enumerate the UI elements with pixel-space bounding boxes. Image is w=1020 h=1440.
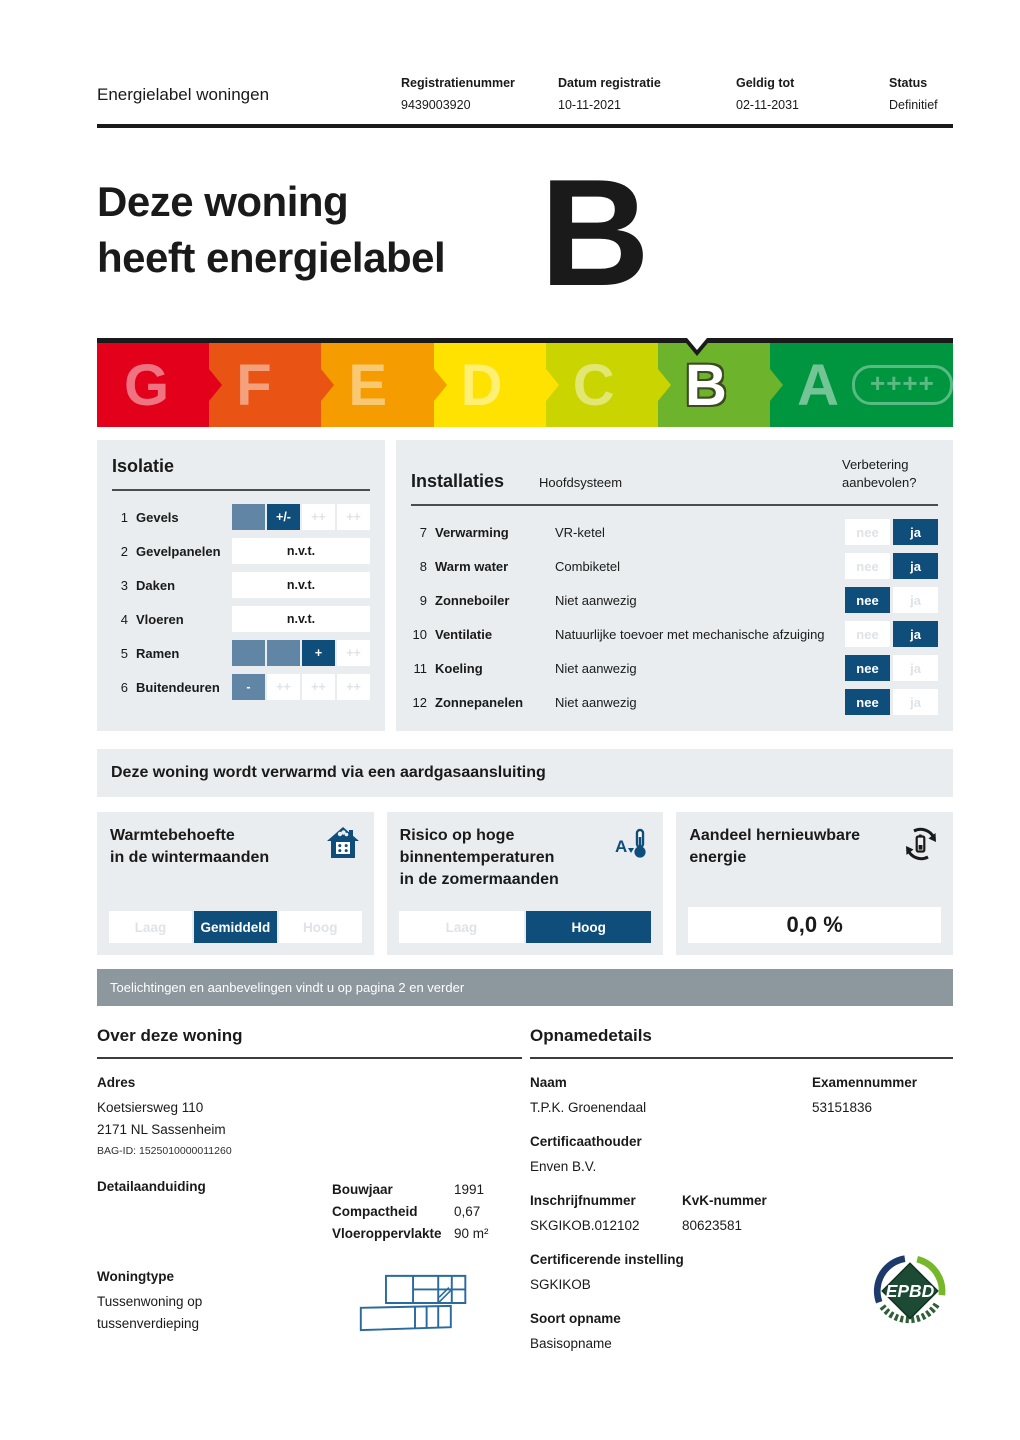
isolatie-row-label: Ramen bbox=[136, 645, 180, 661]
hoofdsysteem-value: Niet aanwezig bbox=[555, 694, 637, 710]
heating-notice: Deze woning wordt verwarmd via een aardgasaansluiting bbox=[97, 749, 953, 797]
recommend-nee-button: nee bbox=[845, 587, 890, 613]
certificaathouder-value: Enven B.V. bbox=[530, 1159, 597, 1174]
isolatie-row-label: Daken bbox=[136, 577, 176, 593]
header-field bbox=[401, 76, 558, 112]
header-field bbox=[736, 76, 889, 112]
header-fields bbox=[401, 76, 953, 112]
over-deze-woning bbox=[97, 1026, 522, 1370]
rating-cells bbox=[232, 538, 370, 564]
renewable-share-value: 0,0 % bbox=[688, 907, 941, 943]
row-number: 5 bbox=[120, 645, 128, 661]
isolatie-row bbox=[112, 572, 370, 598]
hoofdsysteem-value: Natuurlijke toevoer met mechanische afzuiging bbox=[555, 626, 825, 642]
segment-letter-b: B bbox=[684, 352, 727, 418]
recommend-nee-button: nee bbox=[845, 553, 890, 579]
installaties-row-label: Ventilatie bbox=[435, 626, 493, 642]
rating-cell: ++ bbox=[337, 504, 370, 530]
naam-examen-row bbox=[530, 1075, 953, 1119]
svg-text:EPBD: EPBD bbox=[885, 1281, 935, 1302]
isolatie-row-label: Gevels bbox=[136, 509, 179, 525]
segment-letter-c: C bbox=[572, 352, 615, 418]
spec-value: 0,67 bbox=[454, 1204, 481, 1219]
summary-boxes bbox=[97, 812, 953, 955]
row-number: 11 bbox=[413, 660, 427, 676]
segment-chevron-icon bbox=[434, 369, 447, 401]
risico-box bbox=[387, 812, 664, 955]
header-field bbox=[558, 76, 736, 112]
header-field-value: 10-11-2021 bbox=[558, 98, 622, 112]
recommend-buttons bbox=[845, 689, 938, 715]
segment-chevron-icon bbox=[658, 369, 671, 401]
option-gemiddeld: Gemiddeld bbox=[194, 911, 277, 943]
notch-pointer-inner bbox=[687, 338, 707, 350]
examennummer-field: Examennummer 53151836 bbox=[812, 1075, 953, 1119]
svg-text:A: A bbox=[615, 837, 628, 856]
row-number: 7 bbox=[419, 524, 427, 540]
rating-cell: ++ bbox=[337, 640, 370, 666]
hero-heading bbox=[97, 174, 540, 296]
recommend-buttons bbox=[845, 587, 938, 613]
hoofdsysteem-value: Niet aanwezig bbox=[555, 660, 637, 676]
soort-opname-value: Basisopname bbox=[530, 1336, 612, 1351]
option-hoog: Hoog bbox=[279, 911, 362, 943]
spec-row bbox=[332, 1223, 522, 1245]
opnamedetails-title: Opnamedetails bbox=[530, 1026, 652, 1045]
instelling-value: SGKIKOB bbox=[530, 1277, 591, 1292]
energy-segment-e bbox=[321, 343, 433, 427]
spec-value: 90 m² bbox=[454, 1226, 489, 1241]
divider bbox=[112, 489, 370, 491]
recommend-buttons bbox=[845, 553, 938, 579]
recommend-ja-button: ja bbox=[893, 655, 938, 681]
bag-id: BAG-ID: 1525010000011260 bbox=[97, 1145, 232, 1157]
segment-letter-e: E bbox=[348, 352, 388, 418]
examennummer-value: 53151836 bbox=[812, 1100, 873, 1115]
hernieuwbare-energie-box bbox=[676, 812, 953, 955]
recommend-nee-button: nee bbox=[845, 621, 890, 647]
header-field-label: Geldig tot bbox=[736, 76, 795, 90]
isolatie-row bbox=[112, 538, 370, 564]
woning-specs bbox=[332, 1179, 522, 1245]
isolatie-row bbox=[112, 606, 370, 632]
rating-cell: n.v.t. bbox=[232, 572, 370, 598]
spec-value: 1991 bbox=[454, 1182, 485, 1197]
spec-label: Bouwjaar bbox=[332, 1182, 393, 1197]
isolatie-row bbox=[112, 674, 370, 700]
adres-city: 2171 NL Sassenheim bbox=[97, 1122, 226, 1137]
rating-cell bbox=[267, 640, 300, 666]
isolatie-title: Isolatie bbox=[112, 456, 175, 476]
naam-value: T.P.K. Groenendaal bbox=[530, 1100, 647, 1115]
woningtype-label: Woningtype bbox=[97, 1269, 174, 1284]
document-header bbox=[97, 76, 953, 128]
installaties-row bbox=[411, 621, 938, 647]
isolatie-row-label: Gevelpanelen bbox=[136, 543, 221, 559]
warmtebehoefte-selector bbox=[109, 911, 362, 943]
a-plus-plus-badge: ++++ bbox=[852, 365, 953, 405]
option-laag: Laag bbox=[109, 911, 192, 943]
installaties-rows bbox=[411, 519, 938, 715]
rating-cell: +/- bbox=[267, 504, 300, 530]
installaties-row bbox=[411, 553, 938, 579]
renewable-energy-icon bbox=[902, 825, 940, 863]
hoofdsysteem-value: Niet aanwezig bbox=[555, 592, 637, 608]
kvk-value: 80623581 bbox=[682, 1218, 743, 1233]
rating-cells bbox=[232, 674, 370, 700]
inschrijf-kvk-row bbox=[530, 1193, 953, 1237]
header-field-value: 02-11-2031 bbox=[736, 98, 800, 112]
segment-letter-g: G bbox=[124, 352, 170, 418]
house-icon bbox=[325, 825, 361, 861]
warmtebehoefte-title: Warmtebehoefte in de wintermaanden bbox=[110, 827, 270, 866]
recommend-nee-button: nee bbox=[845, 655, 890, 681]
spec-label: Compactheid bbox=[332, 1204, 418, 1219]
installaties-row-label: Zonnepanelen bbox=[435, 694, 524, 710]
row-number: 4 bbox=[120, 611, 128, 627]
energy-segment-f bbox=[209, 343, 321, 427]
installaties-row bbox=[411, 689, 938, 715]
rating-cell bbox=[232, 504, 265, 530]
segment-chevron-icon bbox=[770, 369, 783, 401]
row-number: 3 bbox=[120, 577, 128, 593]
energy-label-letter: B bbox=[540, 148, 650, 318]
row-number: 12 bbox=[412, 694, 427, 710]
woningtype-row bbox=[97, 1269, 522, 1335]
hoofdsysteem-label: Hoofdsysteem bbox=[539, 475, 623, 490]
spec-label: Vloeroppervlakte bbox=[332, 1226, 442, 1241]
page-note-bar: Toelichtingen en aanbevelingen vindt u op pagina 2 en verder bbox=[97, 969, 953, 1006]
installaties-header bbox=[411, 456, 938, 492]
segment-letter-a: A bbox=[797, 352, 840, 418]
woningtype-line-2: tussenverdieping bbox=[97, 1316, 200, 1331]
inschrijfnummer-field: Inschrijfnummer SKGIKOB.012102 bbox=[530, 1193, 682, 1237]
energy-segment-b bbox=[658, 343, 770, 427]
header-field-label: Registratienummer bbox=[401, 76, 515, 90]
recommend-nee-button: nee bbox=[845, 519, 890, 545]
row-number: 10 bbox=[412, 626, 427, 642]
recommend-buttons bbox=[845, 519, 938, 545]
rating-cell: ++ bbox=[267, 674, 300, 700]
hoofdsysteem-value: Combiketel bbox=[555, 558, 621, 574]
recommend-nee-button: nee bbox=[845, 689, 890, 715]
rating-cell bbox=[232, 640, 265, 666]
recommend-ja-button: ja bbox=[893, 553, 938, 579]
header-field-label: Datum registratie bbox=[558, 76, 661, 90]
adres-street: Koetsiersweg 110 bbox=[97, 1100, 204, 1115]
rating-cells bbox=[232, 640, 370, 666]
rating-cell: ++ bbox=[302, 674, 335, 700]
divider bbox=[530, 1057, 953, 1059]
rating-cell: ++ bbox=[302, 504, 335, 530]
document-title: Energielabel woningen bbox=[97, 85, 270, 104]
segment-chevron-icon bbox=[209, 369, 222, 401]
rating-cell: n.v.t. bbox=[232, 606, 370, 632]
rating-cell: - bbox=[232, 674, 265, 700]
installaties-panel bbox=[396, 440, 953, 731]
rating-cells bbox=[232, 504, 370, 530]
verbetering-line-2: aanbevolen? bbox=[842, 475, 917, 490]
row-number: 2 bbox=[120, 543, 128, 559]
isolatie-row bbox=[112, 640, 370, 666]
isolatie-row-label: Buitendeuren bbox=[136, 679, 220, 695]
divider bbox=[411, 504, 938, 506]
energy-segment-g bbox=[97, 343, 209, 427]
woningtype-field bbox=[97, 1269, 356, 1335]
rating-cell: + bbox=[302, 640, 335, 666]
row-number: 1 bbox=[120, 509, 128, 525]
recommend-ja-button: ja bbox=[893, 587, 938, 613]
installaties-row-label: Koeling bbox=[435, 660, 483, 676]
verbetering-line-1: Verbetering bbox=[842, 457, 909, 472]
kvk-field: KvK-nummer 80623581 bbox=[682, 1193, 953, 1237]
hoofdsysteem-value: VR-ketel bbox=[555, 524, 605, 540]
detail-row bbox=[97, 1179, 522, 1245]
installaties-row-label: Verwarming bbox=[435, 524, 509, 540]
row-number: 9 bbox=[419, 592, 427, 608]
option-hoog: Hoog bbox=[526, 911, 651, 943]
recommend-ja-button: ja bbox=[893, 689, 938, 715]
spec-row bbox=[332, 1179, 522, 1201]
detailaanduiding-label: Detailaanduiding bbox=[97, 1179, 206, 1194]
rating-cell: ++ bbox=[337, 674, 370, 700]
header-field bbox=[889, 76, 953, 112]
thermometer-icon bbox=[614, 825, 650, 861]
hero-line-1: Deze woning bbox=[97, 178, 349, 225]
verbetering-label bbox=[842, 456, 938, 492]
adres-label: Adres bbox=[97, 1075, 136, 1090]
segment-chevron-icon bbox=[546, 369, 559, 401]
option-laag: Laag bbox=[399, 911, 524, 943]
energy-scale-bar bbox=[97, 343, 953, 427]
over-woning-title: Over deze woning bbox=[97, 1026, 243, 1045]
installaties-row-label: Zonneboiler bbox=[435, 592, 510, 608]
isolatie-row bbox=[112, 504, 370, 530]
woningtype-line-1: Tussenwoning op bbox=[97, 1294, 203, 1309]
segment-letter-f: F bbox=[236, 352, 272, 418]
energy-scale bbox=[97, 338, 953, 427]
installaties-title: Installaties bbox=[411, 471, 505, 491]
installaties-row bbox=[411, 587, 938, 613]
recommend-buttons bbox=[845, 655, 938, 681]
risico-title: Risico op hoge binnentemperaturen in de zomermaanden bbox=[399, 827, 559, 888]
building-illustration bbox=[356, 1273, 474, 1333]
installaties-row bbox=[411, 519, 938, 545]
divider bbox=[97, 1057, 522, 1059]
isolatie-row-label: Vloeren bbox=[136, 611, 184, 627]
isolatie-rows bbox=[112, 504, 370, 700]
spec-row bbox=[332, 1201, 522, 1223]
rating-cells bbox=[232, 572, 370, 598]
header-field-label: Status bbox=[889, 76, 928, 90]
certificerende-instelling-field: Certificerende instelling SGKIKOB bbox=[530, 1252, 953, 1296]
warmtebehoefte-box bbox=[97, 812, 374, 955]
opnamedetails bbox=[530, 1026, 953, 1370]
adres-field bbox=[97, 1075, 522, 1157]
risico-selector bbox=[399, 911, 652, 943]
energy-label-document bbox=[97, 0, 953, 1370]
detail-panels bbox=[97, 440, 953, 731]
header-field-value: 9439003920 bbox=[401, 98, 471, 112]
segment-letter-d: D bbox=[460, 352, 503, 418]
hernieuwbaar-title: Aandeel hernieuwbare energie bbox=[689, 827, 861, 866]
bottom-section bbox=[97, 1026, 953, 1370]
recommend-ja-button: ja bbox=[893, 621, 938, 647]
certificaathouder-field: Certificaathouder Enven B.V. bbox=[530, 1134, 953, 1178]
row-number: 6 bbox=[120, 679, 128, 695]
segment-chevron-icon bbox=[321, 369, 334, 401]
hero-section bbox=[97, 148, 953, 318]
inschrijfnummer-value: SKGIKOB.012102 bbox=[530, 1218, 640, 1233]
installaties-row-label: Warm water bbox=[435, 558, 509, 574]
row-number: 8 bbox=[419, 558, 427, 574]
rating-cells bbox=[232, 606, 370, 632]
recommend-buttons bbox=[845, 621, 938, 647]
rating-cell: n.v.t. bbox=[232, 538, 370, 564]
energy-segment-a bbox=[770, 343, 953, 427]
header-field-value: Definitief bbox=[889, 98, 938, 112]
installaties-row bbox=[411, 655, 938, 681]
isolatie-panel bbox=[97, 440, 385, 731]
soort-opname-field: Soort opname Basisopname bbox=[530, 1311, 953, 1355]
recommend-ja-button: ja bbox=[893, 519, 938, 545]
epbd-logo-icon bbox=[871, 1252, 949, 1330]
naam-field: Naam T.P.K. Groenendaal bbox=[530, 1075, 812, 1119]
hero-line-2: heeft energielabel bbox=[97, 234, 446, 281]
energy-segment-c bbox=[546, 343, 658, 427]
energy-segment-d bbox=[434, 343, 546, 427]
